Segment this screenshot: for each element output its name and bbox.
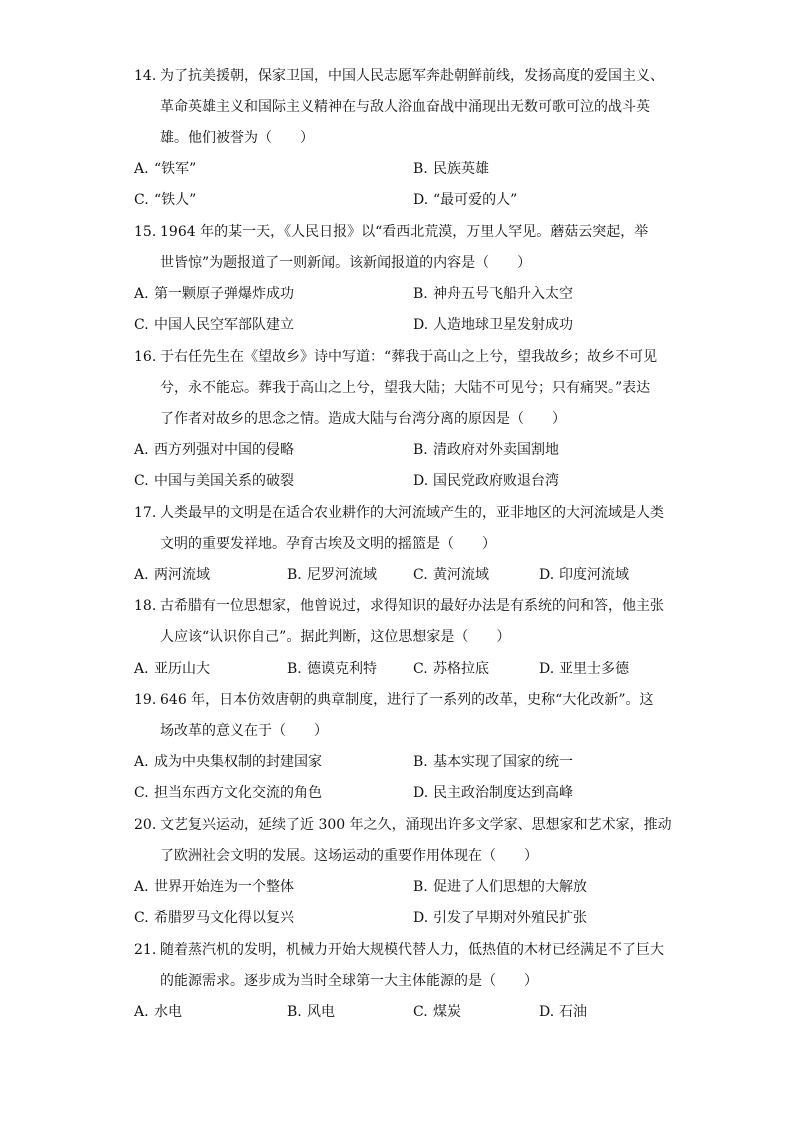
option-b[interactable]: B. 民族英雄 — [413, 161, 489, 177]
question-text-line: 革命英雄主义和国际主义精神在与敌人浴血奋战中涌现出无数可歌可泣的战斗英 — [160, 99, 650, 115]
option-a[interactable]: A. 第一颗原子弹爆炸成功 — [134, 286, 294, 302]
question-number: 21. — [134, 942, 157, 958]
option-a[interactable]: A. 西方列强对中国的侵略 — [134, 442, 294, 458]
question-text-line: 雄。他们被誉为（ ） — [160, 130, 314, 146]
option-a[interactable]: A. 成为中央集权制的封建国家 — [134, 754, 322, 770]
option-c[interactable]: C. “铁人” — [134, 192, 197, 208]
option-a[interactable]: A. 两河流域 — [134, 567, 210, 583]
option-d[interactable]: D. 国民党政府败退台湾 — [413, 473, 559, 489]
question-text-line: 兮，永不能忘。葬我于高山之上兮，望我大陆；大陆不可见兮；只有痛哭。”表达 — [160, 380, 651, 396]
option-b[interactable]: B. 促进了人们思想的大解放 — [413, 879, 587, 895]
option-c[interactable]: C. 希腊罗马文化得以复兴 — [134, 910, 294, 926]
option-c[interactable]: C. 黄河流域 — [413, 567, 489, 583]
question-number: 14. — [134, 68, 157, 84]
option-c[interactable]: C. 担当东西方文化交流的角色 — [134, 785, 322, 801]
question-text-line: 古希腊有一位思想家，他曾说过，求得知识的最好办法是有系统的问和答，他主张 — [160, 598, 664, 614]
option-d[interactable]: D. 石油 — [539, 1004, 587, 1020]
option-b[interactable]: B. 清政府对外卖国割地 — [413, 442, 559, 458]
option-d[interactable]: D. 引发了早期对外殖民扩张 — [413, 910, 587, 926]
option-a[interactable]: A. 水电 — [134, 1004, 182, 1020]
option-d[interactable]: D. “最可爱的人” — [413, 192, 518, 208]
option-b[interactable]: B. 基本实现了国家的统一 — [413, 754, 573, 770]
question-text-line: 世皆惊”为题报道了一则新闻。该新闻报道的内容是（ ） — [160, 255, 532, 271]
option-a[interactable]: A. 世界开始连为一个整体 — [134, 879, 294, 895]
question-number: 15. — [134, 224, 157, 240]
option-d[interactable]: D. 民主政治制度达到高峰 — [413, 785, 573, 801]
question-text-line: 的能源需求。逐步成为当时全球第一大主体能源的是（ ） — [160, 973, 538, 989]
question-text-line: 了作者对故乡的思念之情。造成大陆与台湾分离的原因是（ ） — [160, 411, 566, 427]
option-b[interactable]: B. 神舟五号飞船升入太空 — [413, 286, 573, 302]
question-text-line: 人类最早的文明是在适合农业耕作的大河流域产生的，亚非地区的大河流域是人类 — [160, 505, 664, 521]
option-a[interactable]: A. “铁军” — [134, 161, 197, 177]
option-d[interactable]: D. 人造地球卫星发射成功 — [413, 317, 573, 333]
question-text-line: 随着蒸汽机的发明，机械力开始大规模代替人力，低热值的木材已经满足不了巨大 — [160, 942, 664, 958]
question-text-line: 文明的重要发祥地。孕育古埃及文明的摇篮是（ ） — [160, 536, 496, 552]
question-text-line: 为了抗美援朝，保家卫国，中国人民志愿军奔赴朝鲜前线，发扬高度的爱国主义、 — [160, 68, 664, 84]
option-b[interactable]: B. 风电 — [287, 1004, 335, 1020]
question-number: 20. — [134, 817, 157, 833]
question-text-line: 于右任先生在《望故乡》诗中写道：“葬我于高山之上兮，望我故乡；故乡不可见 — [160, 349, 658, 365]
question-text-line: 646 年，日本仿效唐朝的典章制度，进行了一系列的改革，史称“大化改新”。这 — [160, 692, 654, 708]
option-b[interactable]: B. 尼罗河流域 — [287, 567, 377, 583]
option-b[interactable]: B. 德谟克利特 — [287, 661, 377, 677]
option-d[interactable]: D. 亚里士多德 — [539, 661, 629, 677]
question-number: 19. — [134, 692, 157, 708]
question-number: 18. — [134, 598, 157, 614]
question-text-line: 1964 年的某一天，《人民日报》以“看西北荒漠，万里人罕见。蘑菇云突起，举 — [160, 224, 649, 240]
question-text-line: 了欧洲社会文明的发展。这场运动的重要作用体现在（ ） — [160, 848, 538, 864]
option-c[interactable]: C. 煤炭 — [413, 1004, 461, 1020]
option-a[interactable]: A. 亚历山大 — [134, 661, 210, 677]
question-number: 17. — [134, 505, 157, 521]
option-d[interactable]: D. 印度河流域 — [539, 567, 629, 583]
option-c[interactable]: C. 中国与美国关系的破裂 — [134, 473, 294, 489]
question-text-line: 场改革的意义在于（ ） — [160, 723, 328, 739]
option-c[interactable]: C. 苏格拉底 — [413, 661, 489, 677]
option-c[interactable]: C. 中国人民空军部队建立 — [134, 317, 294, 333]
question-number: 16. — [134, 349, 157, 365]
question-text-line: 文艺复兴运动，延续了近 300 年之久，涌现出许多文学家、思想家和艺术家，推动 — [160, 817, 672, 833]
question-text-line: 人应该“认识你自己”。据此判断，这位思想家是（ ） — [160, 629, 511, 645]
